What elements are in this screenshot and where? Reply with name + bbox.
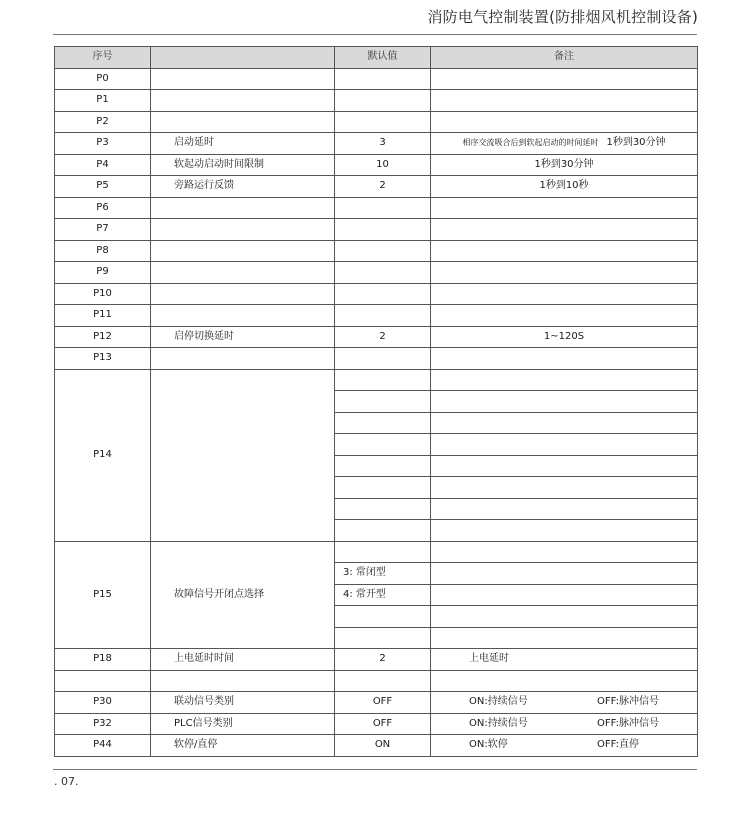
row-default: 10: [335, 154, 431, 176]
row-index: P2: [55, 111, 151, 133]
col-header-index: 序号: [55, 47, 151, 69]
option-normally-open: 4: 常开型: [335, 584, 431, 606]
table-row: [55, 197, 698, 219]
row-index: P8: [55, 240, 151, 262]
row-default: OFF: [335, 713, 431, 735]
row-default: ON: [335, 735, 431, 757]
row-note: 1~120S: [431, 326, 698, 348]
row-note-on: ON:持续信号: [469, 717, 528, 729]
row-note: [431, 133, 698, 155]
table-row: [55, 649, 698, 671]
col-header-note: 备注: [431, 47, 698, 69]
table-row: [55, 90, 698, 112]
row-note-detail: 相序交流吸合后到软起启动的时间延时: [462, 138, 599, 148]
table-row: [55, 154, 698, 176]
row-name: PLC信号类别: [151, 713, 335, 735]
table-row: [55, 68, 698, 90]
col-header-default: 默认值: [335, 47, 431, 69]
row-note-on: ON:软停: [469, 739, 508, 751]
row-index: P3: [55, 133, 151, 155]
row-index: P12: [55, 326, 151, 348]
row-note-off: OFF:直停: [597, 739, 639, 751]
row-index: P5: [55, 176, 151, 198]
table-row: [55, 305, 698, 327]
row-default: 2: [335, 649, 431, 671]
table-row: [55, 111, 698, 133]
row-default: OFF: [335, 692, 431, 714]
row-note: 1秒到30分钟: [431, 154, 698, 176]
row-index: P9: [55, 262, 151, 284]
row-index: P18: [55, 649, 151, 671]
header-divider: [53, 34, 697, 35]
option-normally-closed: 3: 常闭型: [335, 563, 431, 585]
row-name: 启停切换延时: [151, 326, 335, 348]
table-row: [55, 369, 698, 391]
row-index: P44: [55, 735, 151, 757]
row-default: 2: [335, 326, 431, 348]
row-note: [431, 649, 698, 671]
row-index: P15: [55, 541, 151, 649]
row-index: P11: [55, 305, 151, 327]
table-row: [55, 133, 698, 155]
row-note: 1秒到10秒: [431, 176, 698, 198]
row-index: P4: [55, 154, 151, 176]
table-row: [55, 283, 698, 305]
table-row: [55, 541, 698, 563]
table-row: [55, 348, 698, 370]
table-row: [55, 262, 698, 284]
row-note-text: 上电延时: [469, 653, 509, 665]
table-row: [55, 176, 698, 198]
page-number: . 07.: [54, 775, 79, 788]
row-note-on: ON:持续信号: [469, 696, 528, 708]
table-row: [55, 735, 698, 757]
row-index: P0: [55, 68, 151, 90]
row-note: [431, 692, 698, 714]
row-name: 启动延时: [151, 133, 335, 155]
row-index: P14: [55, 369, 151, 541]
page-title: 消防电气控制装置(防排烟风机控制设备): [427, 8, 698, 26]
table-row: [55, 240, 698, 262]
row-name: 旁路运行反馈: [151, 176, 335, 198]
row-note-off: OFF:脉冲信号: [597, 717, 659, 729]
row-index: P32: [55, 713, 151, 735]
row-index: P6: [55, 197, 151, 219]
row-note: [431, 735, 698, 757]
row-name: 软停/直停: [151, 735, 335, 757]
footer-divider: [53, 769, 697, 770]
row-name: 软起动启动时间限制: [151, 154, 335, 176]
row-name: 联动信号类别: [151, 692, 335, 714]
table-row: [55, 713, 698, 735]
table-header: [55, 47, 698, 69]
row-index: P13: [55, 348, 151, 370]
row-name: 上电延时时间: [151, 649, 335, 671]
row-default: 2: [335, 176, 431, 198]
table-row: [55, 692, 698, 714]
row-name: 故障信号开闭点选择: [151, 541, 335, 649]
col-header-name: [151, 47, 335, 69]
row-note-range: 1秒到30分钟: [606, 137, 666, 149]
table-row: [55, 219, 698, 241]
row-index: P10: [55, 283, 151, 305]
row-note: [431, 713, 698, 735]
row-index: P7: [55, 219, 151, 241]
row-index: P1: [55, 90, 151, 112]
table-row: [55, 326, 698, 348]
row-index: P30: [55, 692, 151, 714]
row-default: 3: [335, 133, 431, 155]
parameter-table: [54, 46, 698, 757]
row-note-off: OFF:脉冲信号: [597, 696, 659, 708]
